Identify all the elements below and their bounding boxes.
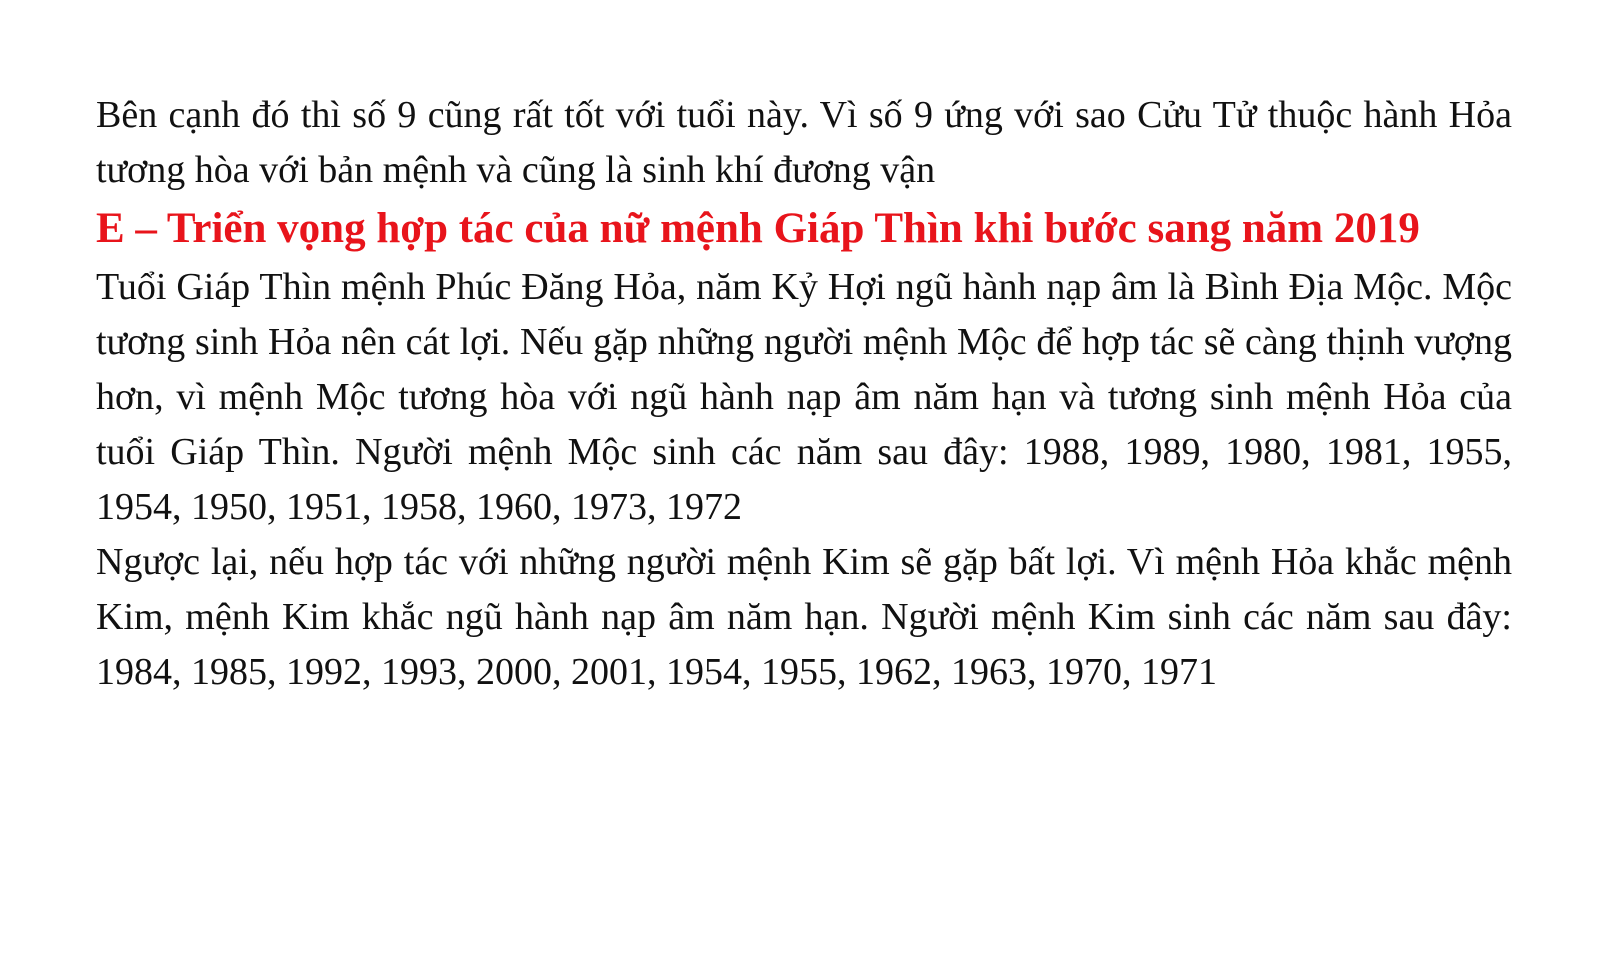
section-heading: E – Triển vọng hợp tác của nữ mệnh Giáp Thìn khi bước sang năm 2019 (96, 205, 1420, 252)
paragraph-lucky-number: Bên cạnh đó thì số 9 cũng rất tốt với tuổi này. Vì số 9 ứng với sao Cửu Tử thuộc hành Hỏa tương hòa với bản mệnh và cũng là sinh khí đương vận (96, 94, 1512, 191)
paragraph-kim-partners: Ngược lại, nếu hợp tác với những người mệnh Kim sẽ gặp bất lợi. Vì mệnh Hỏa khắc mệnh Kim, mệnh Kim khắc ngũ hành nạp âm năm hạn. Người mệnh Kim sinh các năm sau đây: 1984, 1985, 1992, 1993, 2000, 2001, 1954, 1955, 1962, 1963, 1970, 1971 (96, 541, 1512, 693)
paragraph-moc-partners: Tuổi Giáp Thìn mệnh Phúc Đăng Hỏa, năm Kỷ Hợi ngũ hành nạp âm là Bình Địa Mộc. Mộc tương sinh Hỏa nên cát lợi. Nếu gặp những người mệnh Mộc để hợp tác sẽ càng thịnh vượng hơn, vì mệnh Mộc tương hòa với ngũ hành nạp âm năm hạn và tương sinh mệnh Hỏa của tuổi Giáp Thìn. Người mệnh Mộc sinh các năm sau đây: 1988, 1989, 1980, 1981, 1955, 1954, 1950, 1951, 1958, 1960, 1973, 1972 (96, 266, 1512, 528)
document-page (96, 88, 1512, 700)
